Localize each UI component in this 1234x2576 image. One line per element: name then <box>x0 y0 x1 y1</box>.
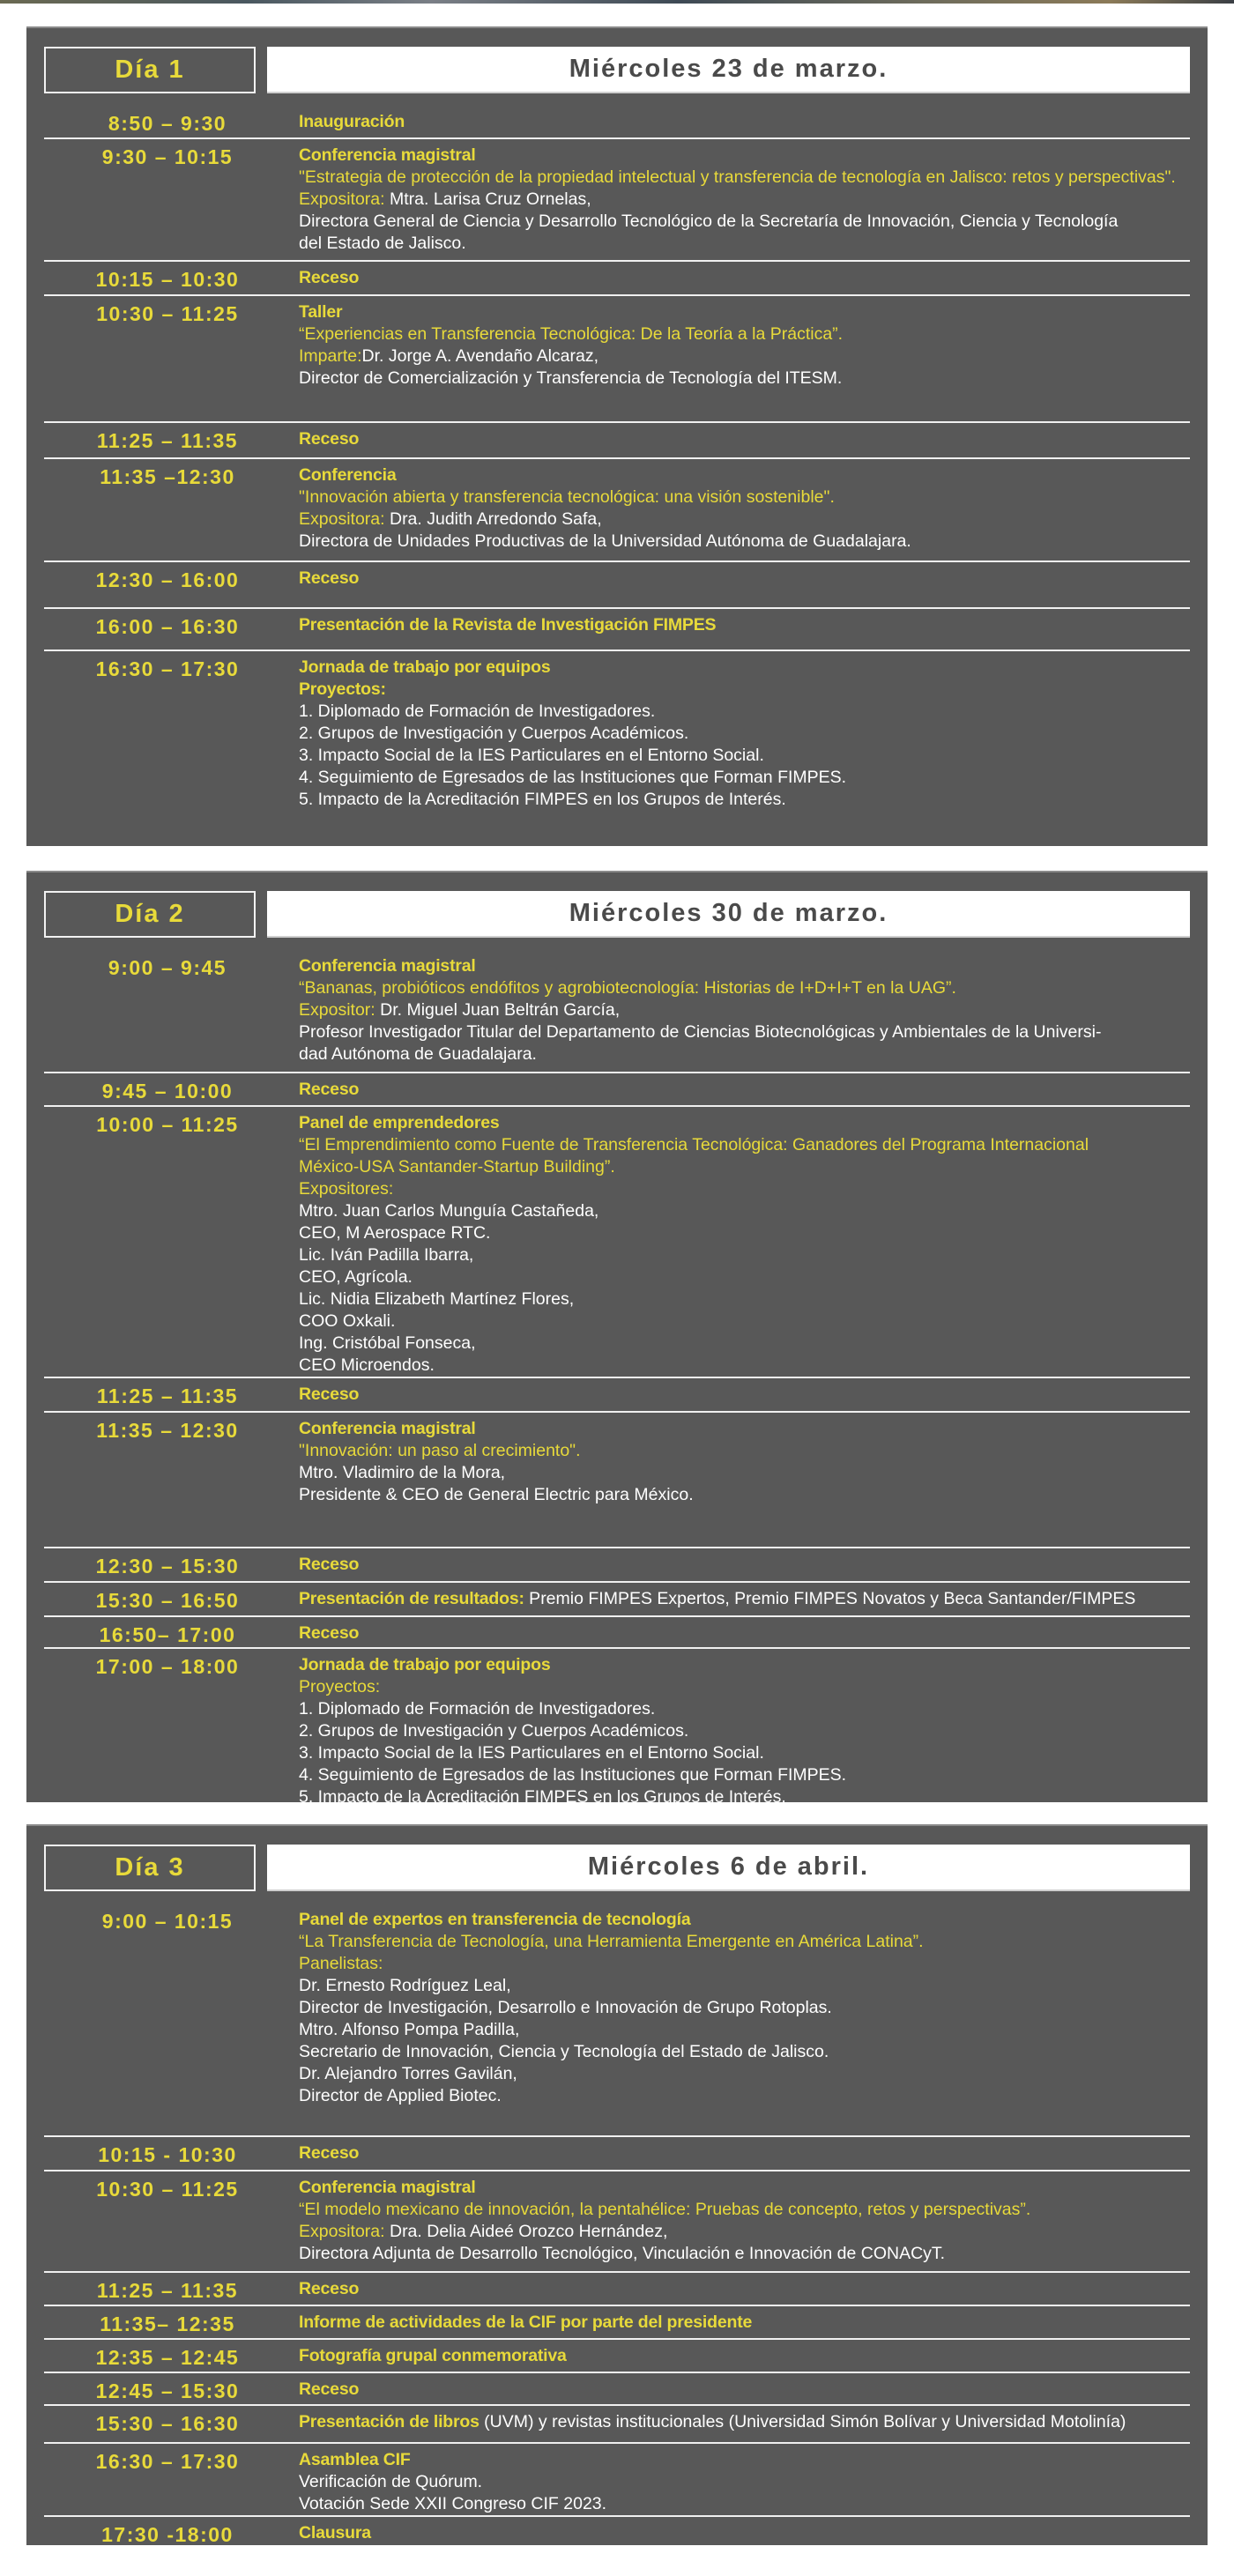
session-time: 16:30 – 17:30 <box>95 2450 240 2473</box>
schedule-list <box>44 950 1190 1808</box>
session-details <box>291 1622 1190 1647</box>
session-details <box>291 145 1190 260</box>
session-title: Panel de expertos en transferencia de tecnología <box>299 1910 691 1929</box>
session-title-line <box>299 111 1190 133</box>
session-time: 16:30 – 17:30 <box>95 657 240 680</box>
session-detail-line <box>299 1222 1190 1244</box>
session-time: 11:25 – 11:35 <box>96 2279 239 2302</box>
detail-label: Expositores: <box>299 1179 394 1199</box>
session-title-line <box>299 145 1190 167</box>
session-detail-line <box>299 1764 1190 1786</box>
schedule-row <box>44 1073 1190 1107</box>
session-details <box>291 1654 1190 1808</box>
session-time: 9:00 – 9:45 <box>108 956 227 979</box>
detail-text: Directora General de Ciencia y Desarrollo Tecnológico de la Secretaría de Innovación, Ciencia y Tecnología <box>299 212 1119 231</box>
session-detail-line <box>299 486 1190 509</box>
session-detail-line <box>299 2221 1190 2243</box>
detail-text: Secretario de Innovación, Ciencia y Tecnología del Estado de Jalisco. <box>299 2042 829 2061</box>
session-details <box>291 1112 1190 1377</box>
session-time: 9:00 – 10:15 <box>101 1910 234 1933</box>
detail-text: 2. Grupos de Investigación y Cuerpos Académicos. <box>299 1721 689 1741</box>
session-detail-line <box>299 2063 1190 2085</box>
detail-label: Panelistas: <box>299 1954 383 1973</box>
detail-text: Ing. Cristóbal Fonseca, <box>299 1333 476 1353</box>
session-detail-line <box>299 1288 1190 1310</box>
session-time: 15:30 – 16:50 <box>95 1589 240 1612</box>
session-title-line <box>299 1588 1190 1610</box>
session-title-line <box>299 2142 1190 2164</box>
session-details <box>291 2278 1190 2305</box>
session-detail-line <box>299 1244 1190 1266</box>
session-title: Fotografía grupal conmemorativa <box>299 2346 567 2365</box>
session-time: 16:50– 17:00 <box>99 1623 236 1646</box>
day-label: Día 1 <box>44 47 256 93</box>
session-title-line <box>299 301 1190 323</box>
session-detail-line <box>299 1484 1190 1506</box>
schedule-row <box>44 1413 1190 1548</box>
schedule-row <box>44 262 1190 296</box>
session-title: Inauguración <box>299 112 405 131</box>
session-time: 10:30 – 11:25 <box>96 2178 239 2201</box>
session-title-line <box>299 955 1190 977</box>
session-title: Conferencia magistral <box>299 145 476 165</box>
session-details <box>291 1384 1190 1411</box>
session-detail-line <box>299 999 1190 1021</box>
day-header <box>44 891 1190 938</box>
session-time: 11:35 – 12:30 <box>96 1419 239 1442</box>
detail-text: Lic. Nidia Elizabeth Martínez Flores, <box>299 1289 575 1309</box>
detail-text: 1. Diplomado de Formación de Investigadores. <box>299 702 656 721</box>
schedule-row <box>44 2340 1190 2373</box>
schedule-row <box>44 2273 1190 2306</box>
session-title-line <box>299 2522 1190 2544</box>
session-detail-line <box>299 1931 1190 1953</box>
detail-text: Dr. Alejandro Torres Gavilán, <box>299 2064 517 2083</box>
session-title-line <box>299 1654 1190 1676</box>
session-title-line <box>299 2379 1190 2401</box>
session-detail-line <box>299 2493 1190 2515</box>
day-header <box>44 1845 1190 1891</box>
detail-label: “El modelo mexicano de innovación, la pentahélice: Pruebas de concepto, retos y perspectivas”. <box>299 2200 1031 2219</box>
session-time: 11:35 –12:30 <box>100 465 235 488</box>
session-title-line <box>299 614 1190 636</box>
day-date: Miércoles 23 de marzo. <box>267 47 1190 93</box>
detail-text: Votación Sede XXII Congreso CIF 2023. <box>299 2494 607 2513</box>
detail-text: Dra. Judith Arredondo Safa, <box>384 509 602 529</box>
session-time: 9:45 – 10:00 <box>101 1080 234 1102</box>
session-detail-line <box>299 167 1190 189</box>
session-time: 12:30 – 15:30 <box>95 1555 240 1578</box>
detail-text: Director de Applied Biotec. <box>299 2086 502 2105</box>
session-title: Receso <box>299 1555 360 1574</box>
detail-label: “Experiencias en Transferencia Tecnológica: De la Teoría a la Práctica”. <box>299 324 844 344</box>
session-detail-line <box>299 1676 1190 1698</box>
session-details <box>291 1418 1190 1547</box>
session-title-line <box>299 568 1190 590</box>
session-time: 8:50 – 9:30 <box>108 112 227 135</box>
session-details <box>291 2345 1190 2372</box>
session-detail-line <box>299 211 1190 233</box>
detail-label: “Bananas, probióticos endófitos y agrobiotecnología: Historias de I+D+I+T en la UAG”. <box>299 978 956 998</box>
session-detail-line <box>299 1021 1190 1043</box>
session-title-line <box>299 657 1190 679</box>
session-time: 10:30 – 11:25 <box>96 302 239 325</box>
session-detail-line <box>299 1333 1190 1355</box>
detail-label: Imparte: <box>299 346 362 366</box>
session-title: Receso <box>299 268 360 287</box>
session-details <box>291 1588 1190 1615</box>
schedule-row <box>44 2444 1190 2517</box>
schedule-row <box>44 1107 1190 1378</box>
detail-text: Directora Adjunta de Desarrollo Tecnológico, Vinculación e Innovación de CONACyT. <box>299 2244 946 2263</box>
session-detail-line <box>299 1975 1190 1997</box>
schedule-row <box>44 459 1190 562</box>
session-time: 15:30 – 16:30 <box>95 2412 240 2435</box>
detail-text: Lic. Iván Padilla Ibarra, <box>299 1245 474 1265</box>
detail-text: 3. Impacto Social de la IES Particulares en el Entorno Social. <box>299 746 764 765</box>
detail-text: 5. Impacto de la Acreditación FIMPES en los Grupos de Interés. <box>299 790 786 809</box>
session-title: Receso <box>299 1623 360 1643</box>
detail-text: Presidente & CEO de General Electric para México. <box>299 1485 694 1504</box>
session-detail-line <box>299 1440 1190 1462</box>
session-title-line <box>299 1112 1190 1134</box>
detail-text: CEO, M Aerospace RTC. <box>299 1223 491 1243</box>
detail-text: del Estado de Jalisco. <box>299 234 466 253</box>
detail-text: 2. Grupos de Investigación y Cuerpos Académicos. <box>299 724 689 743</box>
session-detail-line <box>299 367 1190 390</box>
session-time: 12:35 – 12:45 <box>95 2346 240 2369</box>
session-time: 10:15 - 10:30 <box>98 2143 237 2166</box>
day-date: Miércoles 30 de marzo. <box>267 891 1190 938</box>
session-title-line <box>299 1079 1190 1101</box>
session-title: Informe de actividades de la CIF por parte del presidente <box>299 2312 753 2332</box>
detail-text: Mtro. Alfonso Pompa Padilla, <box>299 2020 520 2039</box>
session-detail-line <box>299 679 1190 701</box>
session-title-line <box>299 464 1190 486</box>
detail-text: Director de Investigación, Desarrollo e Innovación de Grupo Rotoplas. <box>299 1998 832 2017</box>
schedule-row <box>44 296 1190 423</box>
session-detail-line <box>299 1156 1190 1178</box>
detail-text: Profesor Investigador Titular del Departamento de Ciencias Biotecnológicas y Ambientales de la Universi- <box>299 1022 1102 1042</box>
session-title-line <box>299 267 1190 289</box>
session-title: Conferencia magistral <box>299 956 476 976</box>
session-time: 16:00 – 16:30 <box>95 615 240 638</box>
session-details <box>291 955 1190 1072</box>
session-title: Jornada de trabajo por equipos <box>299 657 551 677</box>
schedule-row <box>44 1548 1190 1583</box>
detail-text: dad Autónoma de Guadalajara. <box>299 1044 537 1064</box>
session-time: 17:30 -18:00 <box>101 2523 234 2546</box>
session-detail-line <box>299 1786 1190 1808</box>
detail-text: Dr. Ernesto Rodríguez Leal, <box>299 1976 511 1995</box>
session-detail-line <box>299 1953 1190 1975</box>
session-detail-line <box>299 1462 1190 1484</box>
session-title-line <box>299 2449 1190 2471</box>
schedule-list <box>44 106 1190 828</box>
schedule-row <box>44 423 1190 459</box>
session-detail-line <box>299 233 1190 255</box>
schedule-row <box>44 950 1190 1073</box>
schedule-row <box>44 2373 1190 2406</box>
session-detail-line <box>299 323 1190 345</box>
session-details <box>291 428 1190 457</box>
session-time: 11:25 – 11:35 <box>96 429 239 452</box>
session-title-line <box>299 1418 1190 1440</box>
session-title-line <box>299 1554 1190 1576</box>
session-details <box>291 1909 1190 2135</box>
detail-text: Director de Comercialización y Transferencia de Tecnología del ITESM. <box>299 368 843 388</box>
detail-label: "Innovación: un paso al crecimiento". <box>299 1441 581 1460</box>
session-details <box>291 1079 1190 1105</box>
day-3-panel <box>26 1824 1208 2545</box>
session-detail-line <box>299 1134 1190 1156</box>
detail-label: Expositora: <box>299 509 385 529</box>
detail-text: Directora de Unidades Productivas de la Universidad Autónoma de Guadalajara. <box>299 531 911 551</box>
session-detail-line <box>299 1200 1190 1222</box>
session-title-line <box>299 1909 1190 1931</box>
session-details <box>291 2142 1190 2170</box>
session-time: 17:00 – 18:00 <box>95 1655 240 1678</box>
schedule-row <box>44 106 1190 139</box>
session-title: Receso <box>299 1080 360 1099</box>
session-detail-line <box>299 1355 1190 1377</box>
session-title-line <box>299 2345 1190 2367</box>
detail-text: CEO, Agrícola. <box>299 1267 413 1287</box>
detail-label: Expositora: <box>299 189 385 209</box>
session-title: Conferencia <box>299 465 397 485</box>
session-time: 11:35– 12:35 <box>100 2312 235 2335</box>
session-title: Presentación de resultados: <box>299 1589 524 1608</box>
session-details <box>291 2177 1190 2271</box>
session-title-line <box>299 1384 1190 1406</box>
session-detail-line <box>299 977 1190 999</box>
session-details <box>291 568 1190 607</box>
session-detail-line <box>299 1310 1190 1333</box>
session-time: 11:25 – 11:35 <box>96 1385 239 1407</box>
session-detail-line <box>299 1266 1190 1288</box>
detail-label: “La Transferencia de Tecnología, una Herramienta Emergente en América Latina”. <box>299 1932 924 1951</box>
session-title-line <box>299 2411 1190 2433</box>
schedule-row <box>44 139 1190 262</box>
session-title: Panel de emprendedores <box>299 1113 500 1132</box>
session-detail-line <box>299 2471 1190 2493</box>
session-details <box>291 464 1190 560</box>
session-details <box>291 2522 1190 2565</box>
session-details <box>291 2312 1190 2338</box>
schedule-row <box>44 2406 1190 2444</box>
schedule-row <box>44 2171 1190 2273</box>
session-detail-line <box>299 345 1190 367</box>
session-title-line <box>299 2278 1190 2300</box>
session-details <box>291 2449 1190 2515</box>
session-detail-line <box>299 1720 1190 1742</box>
detail-text: Dr. Jorge A. Avendaño Alcaraz, <box>361 346 599 366</box>
session-detail-line <box>299 1178 1190 1200</box>
session-detail-line <box>299 767 1190 789</box>
session-detail-line <box>299 1698 1190 1720</box>
schedule-row <box>44 1617 1190 1649</box>
session-detail-line <box>299 1043 1190 1065</box>
detail-label: “El Emprendimiento como Fuente de Transferencia Tecnológica: Ganadores del Programa Internacional <box>299 1135 1089 1154</box>
session-time: 10:15 – 10:30 <box>95 268 240 291</box>
detail-text: Verificación de Quórum. <box>299 2472 483 2491</box>
session-title: Receso <box>299 568 360 588</box>
session-title-line <box>299 1622 1190 1644</box>
day-header <box>44 47 1190 93</box>
session-title: Receso <box>299 429 360 449</box>
session-details <box>291 267 1190 294</box>
session-detail-line <box>299 1742 1190 1764</box>
session-title: Receso <box>299 1385 360 1404</box>
session-detail-line <box>299 2041 1190 2063</box>
session-details <box>291 2411 1190 2442</box>
schedule-row <box>44 609 1190 651</box>
session-detail-line <box>299 189 1190 211</box>
session-title: Jornada de trabajo por equipos <box>299 1655 551 1674</box>
session-title-line <box>299 2177 1190 2199</box>
session-title: Taller <box>299 302 343 322</box>
detail-text: Mtro. Vladimiro de la Mora, <box>299 1463 506 1482</box>
session-detail-line <box>299 701 1190 723</box>
detail-label: Expositor: <box>299 1000 375 1020</box>
header-photo-strip <box>0 0 1234 4</box>
day-2-panel <box>26 871 1208 1807</box>
session-title: Asamblea CIF <box>299 2450 411 2469</box>
session-detail-line <box>299 2019 1190 2041</box>
detail-label: "Innovación abierta y transferencia tecnológica: una visión sostenible". <box>299 487 835 507</box>
schedule-list <box>44 1904 1190 2565</box>
detail-text: 4. Seguimiento de Egresados de las Instituciones que Forman FIMPES. <box>299 1765 847 1785</box>
session-title: Conferencia magistral <box>299 2178 476 2197</box>
detail-text: Dr. Miguel Juan Beltrán García, <box>375 1000 621 1020</box>
session-detail-line <box>299 1997 1190 2019</box>
detail-label: "Estrategia de protección de la propiedad intelectual y transferencia de tecnología en Jalisco: retos y perspectivas". <box>299 167 1176 187</box>
schedule-row <box>44 2517 1190 2565</box>
schedule-row <box>44 1649 1190 1808</box>
session-details <box>291 2379 1190 2404</box>
detail-text: CEO Microendos. <box>299 1355 435 1375</box>
day-1-panel <box>26 26 1208 846</box>
day-date: Miércoles 6 de abril. <box>267 1845 1190 1891</box>
session-detail-line <box>299 2243 1190 2265</box>
session-detail-line <box>299 2085 1190 2107</box>
detail-text: Dra. Delia Aideé Orozco Hernández, <box>384 2222 668 2241</box>
day-label: Día 3 <box>44 1845 256 1891</box>
session-detail-line <box>299 789 1190 811</box>
detail-text: COO Oxkali. <box>299 1311 396 1331</box>
detail-text: Mtro. Juan Carlos Munguía Castañeda, <box>299 1201 599 1221</box>
session-title-suffix: Premio FIMPES Expertos, Premio FIMPES Novatos y Beca Santander/FIMPES <box>524 1589 1136 1608</box>
session-details <box>291 614 1190 650</box>
detail-text: 4. Seguimiento de Egresados de las Instituciones que Forman FIMPES. <box>299 768 847 787</box>
schedule-row <box>44 1583 1190 1617</box>
session-title: Presentación de libros <box>299 2412 479 2431</box>
session-title-line <box>299 2312 1190 2334</box>
session-details <box>291 1554 1190 1581</box>
session-title: Conferencia magistral <box>299 1419 476 1438</box>
session-time: 12:45 – 15:30 <box>95 2379 240 2402</box>
schedule-row <box>44 562 1190 609</box>
detail-label: Expositora: <box>299 2222 385 2241</box>
detail-label: Proyectos: <box>299 1677 381 1696</box>
detail-text: 1. Diplomado de Formación de Investigadores. <box>299 1699 656 1719</box>
detail-text: Mtra. Larisa Cruz Ornelas, <box>384 189 591 209</box>
detail-label: Proyectos: <box>299 679 386 699</box>
session-detail-line <box>299 531 1190 553</box>
session-details <box>291 657 1190 828</box>
session-detail-line <box>299 509 1190 531</box>
schedule-row <box>44 2306 1190 2340</box>
detail-text: 3. Impacto Social de la IES Particulares en el Entorno Social. <box>299 1743 764 1763</box>
session-title: Receso <box>299 2143 360 2163</box>
session-title-suffix: (UVM) y revistas institucionales (Universidad Simón Bolívar y Universidad Motolinía) <box>479 2412 1126 2431</box>
day-label: Día 2 <box>44 891 256 938</box>
session-title-line <box>299 428 1190 450</box>
schedule-row <box>44 651 1190 828</box>
session-title: Presentación de la Revista de Investigación FIMPES <box>299 615 717 635</box>
session-time: 9:30 – 10:15 <box>101 145 234 168</box>
schedule-row <box>44 2137 1190 2171</box>
session-detail-line <box>299 723 1190 745</box>
session-time: 12:30 – 16:00 <box>95 568 240 591</box>
session-detail-line <box>299 2199 1190 2221</box>
session-detail-line <box>299 745 1190 767</box>
schedule-row <box>44 1378 1190 1413</box>
detail-text: 5. Impacto de la Acreditación FIMPES en los Grupos de Interés. <box>299 1787 786 1807</box>
session-title: Receso <box>299 2379 360 2399</box>
session-title: Clausura <box>299 2523 371 2543</box>
session-details <box>291 301 1190 421</box>
session-time: 10:00 – 11:25 <box>96 1113 239 1136</box>
session-details <box>291 111 1190 137</box>
schedule-row <box>44 1904 1190 2137</box>
session-title: Receso <box>299 2279 360 2298</box>
detail-label: México-USA Santander-Startup Building”. <box>299 1157 615 1177</box>
